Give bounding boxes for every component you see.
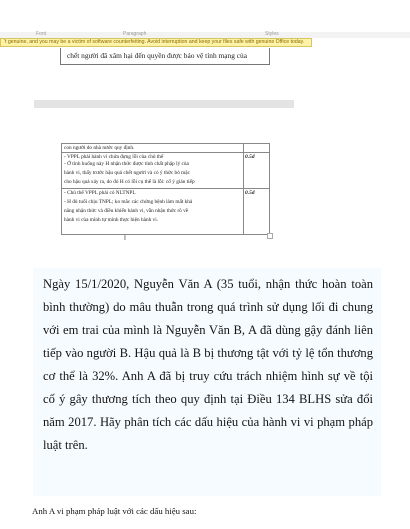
warning-text: 't genuine, and you may be a victim of software counterfeiting. Avoid interruption and keep your files safe with genuine Office today.: [4, 39, 305, 45]
question-box: [33, 268, 381, 496]
page-separator: [34, 100, 294, 108]
document-line: chết người đã xâm hại đến quyền được bảo vệ tính mạng của: [67, 51, 248, 60]
ribbon-label-styles[interactable]: Styles: [265, 31, 279, 37]
ribbon-label-font[interactable]: Font: [36, 31, 47, 37]
table-cell-text: hành vi, thấy trước hậu quả chết người và có ý thức bỏ mặc: [64, 170, 191, 176]
table-cell-text: - Ở tình huống này H nhận thức được tính chất phập lý của: [64, 161, 189, 167]
score-value: 0.5đ: [245, 190, 255, 196]
row-divider: [62, 188, 269, 189]
license-warning-bar[interactable]: [0, 38, 312, 47]
table-cell-text: năng nhận thức và điều khiển hành vi, vẫn nhận thức rõ về: [64, 208, 189, 214]
table-cell-text: cho hậu quả xảy ra, do đó H có lỗi cụ thể là lỗi: cố ý gián tiếp: [64, 179, 195, 185]
score-value: 0.5đ: [245, 154, 255, 160]
answer-intro: Anh A vi phạm pháp luật với các dấu hiệu sau:: [32, 506, 197, 516]
table-resize-handle[interactable]: [267, 233, 273, 239]
column-divider: [243, 144, 244, 234]
table-cell-text: hành vi của mình tự mình thực hiện hành vi.: [64, 217, 159, 223]
table-cell-text: con người do nhà nước quy định.: [64, 145, 135, 151]
answer-table: [61, 143, 270, 235]
text-cursor-icon: I: [124, 235, 126, 242]
table-cell-text: - VPPL phải hành vi chứa đựng lỗi của chủ thể: [64, 154, 164, 160]
ribbon-label-paragraph[interactable]: Paragraph: [123, 31, 147, 37]
document-table-fragment: [60, 48, 270, 65]
question-text: Ngày 15/1/2020, Nguyễn Văn A (35 tuổi, nhận thức hoàn toàn bình thường) do mâu thuẫn trong quá trình sử dụng lối đi chung với em trai của mình là Nguyễn Văn B, A đã dùng gậy đánh liên tiếp vào người B. Hậu quả là B bị thương tật với tỷ lệ tổn thương cơ thể là 32%. Anh A đã bị truy cứu trách nhiệm hình sự về tội cố ý gây thương tích theo quy định tại Điều 134 BLHS sửa đổi năm 2017. Hãy phân tích các dấu hiệu của hành vi vi phạm pháp luật trên.: [43, 277, 373, 452]
row-divider: [62, 152, 269, 153]
table-cell-text: - Chủ thể VPPL phải có NLTNPL: [64, 190, 136, 196]
table-cell-text: - H đủ tuổi chịu TNPL; ko mắc các chứng bệnh làm mất khả: [64, 199, 193, 205]
